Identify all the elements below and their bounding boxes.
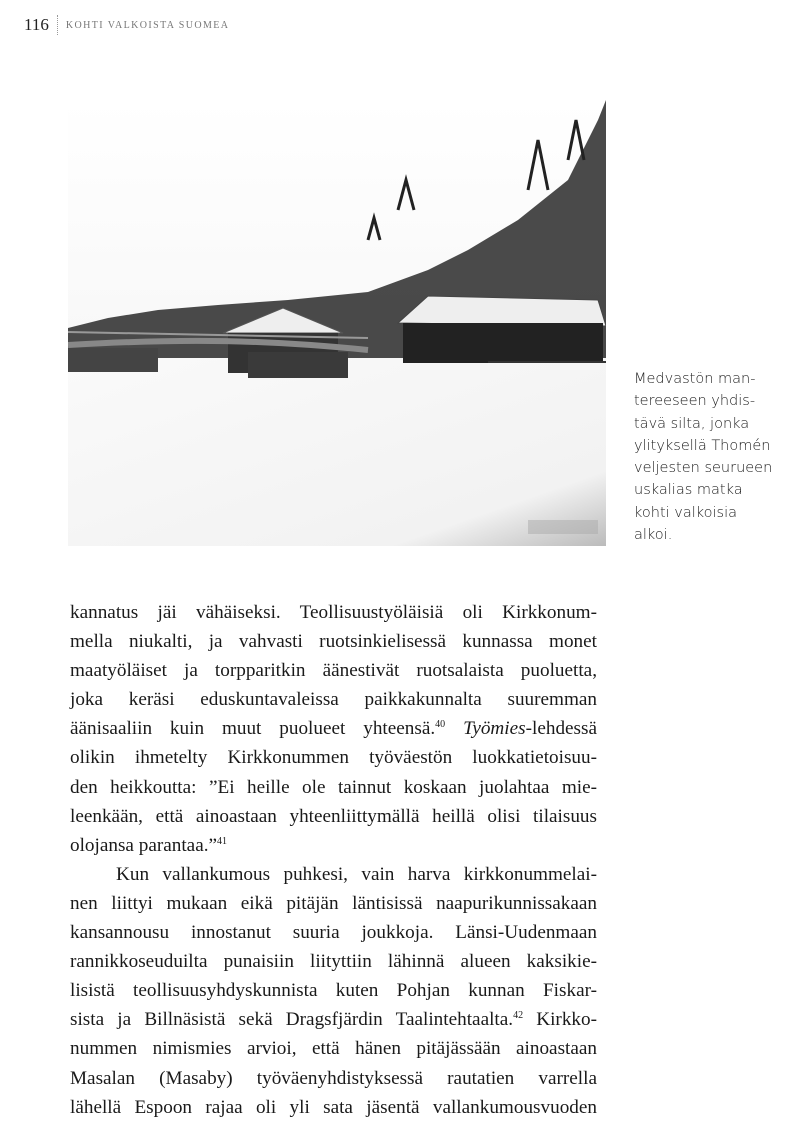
caption-line: uskalias matka [634,482,743,499]
text-line [70,947,597,976]
text-span: Kun vallankumous puhkesi, vain harva kirkkonummelai- [116,863,597,885]
text-span: olikin ihmetelty Kirkkonummen työväestön luokkatietoisuu- [70,747,597,769]
text-line [70,831,597,860]
caption-line: tereeseen yhdis- [634,393,756,410]
text-line [70,743,597,772]
winter-bridge-photo [68,100,606,546]
text-span: den heikkoutta: ”Ei heille ole tainnut koskaan juolahtaa mie- [70,776,597,798]
text-line [70,714,597,743]
text-span [445,718,463,739]
caption-line: ylityksellä Thomén [634,437,771,454]
photo-caption [634,368,797,546]
text-line [70,598,597,627]
text-span: mella niukalti, ja vahvasti ruotsinkielisessä kunnassa monet [70,631,597,653]
page-number: 116 [24,15,49,34]
running-title: KOHTI VALKOISTA SUOMEA [65,19,230,31]
running-header [24,14,229,36]
italic-title: Työmies [463,718,526,740]
text-line [70,976,597,1005]
text-span: äänisaaliin kuin muut puolueet yhteensä. [70,718,436,740]
text-line [70,685,597,714]
text-line [70,656,597,685]
text-span: sista ja Billnäsistä sekä Dragsfjärdin Taalintehtaalta. [70,1009,514,1031]
text-span: lähellä Espoon rajaa oli yli sata jäsentä vallankumousvuoden [70,1096,597,1118]
text-span: joka keräsi eduskuntavaleissa paikkakunnalta suuremman [70,689,597,711]
text-line [70,802,597,831]
caption-line: tävä silta, jonka [634,415,750,432]
caption-line: kohti valkoisia [634,504,738,521]
footnote-ref: 41 [217,835,228,847]
text-span: leenkään, että ainoastaan yhteenliittymällä heillä olisi tilaisuus [70,805,597,827]
body-text [70,598,597,1122]
caption-line: veljesten seurueen [634,460,773,477]
text-line [70,1034,597,1063]
text-line [70,1093,597,1122]
text-span: Masalan (Masaby) työväenyhdistyksessä rautatien varrella [70,1067,597,1089]
text-span: kansannousu innostanut suuria joukkoja. Länsi-Uudenmaan [70,922,597,944]
text-line [70,889,597,918]
text-span: rannikkoseuduilta punaisiin liityttiin lähinnä alueen kaksikie- [70,951,597,973]
footnote-ref: 40 [435,719,446,731]
text-line [70,918,597,947]
text-line [70,1005,597,1034]
text-span: Kirkko- [523,1009,597,1031]
text-span: lisistä teollisuusyhdyskunnista kuten Pohjan kunnan Fiskar- [70,980,597,1002]
text-line [70,1064,597,1093]
text-span: maatyöläiset ja torpparitkin äänestivät ruotsalaista puoluetta, [70,660,597,682]
text-line [70,773,597,802]
text-line [70,860,597,889]
text-span: nen liittyi mukaan eikä pitäjän läntisissä naapurikunnissakaan [70,892,597,914]
caption-line: Medvastön man- [634,371,756,387]
text-line [70,627,597,656]
text-span: -lehdessä [525,718,598,740]
caption-line: alkoi. [634,527,673,544]
text-span: olojansa parantaa.” [70,834,218,856]
footnote-ref: 42 [513,1010,524,1022]
header-divider [57,15,58,35]
text-span: kannatus jäi vähäiseksi. Teollisuustyöläisiä oli Kirkkonum- [70,602,597,623]
text-span: nummen nimismies arvioi, että hänen pitäjässään ainoastaan [70,1038,597,1060]
